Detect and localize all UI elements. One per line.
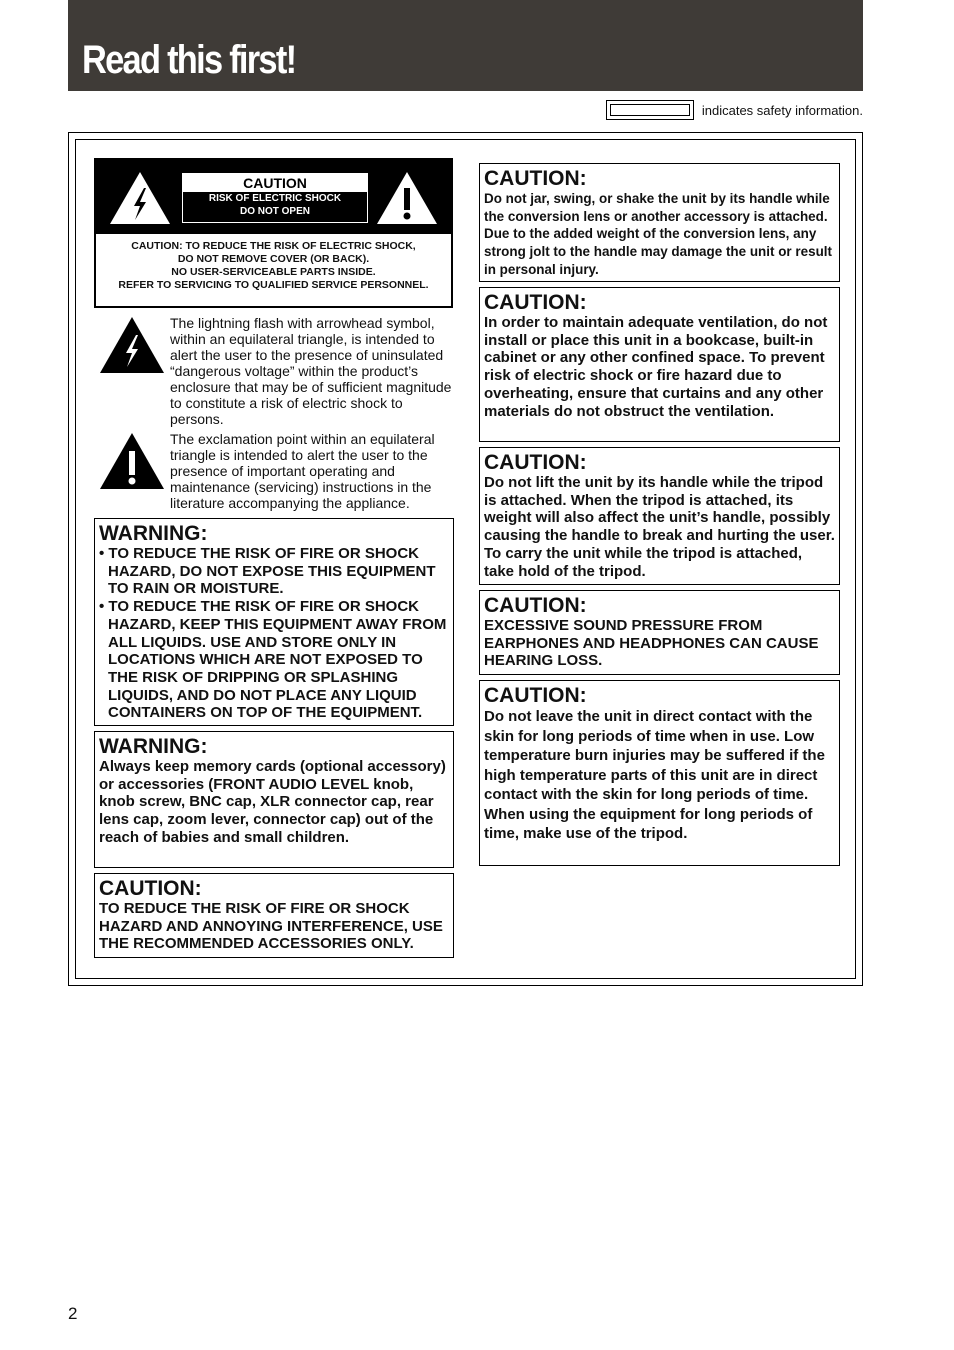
- lightning-symbol-explanation: [96, 315, 456, 427]
- warning-heading: WARNING:: [99, 522, 208, 545]
- lightning-triangle-icon: [108, 170, 172, 226]
- page-number: 2: [68, 1304, 78, 1323]
- caution-text: Do not leave the unit in direct contact with the skin for long periods of time when in use. Low temperature burn injuries may be suffered if the high temperature parts of this unit are in direct contact with the skin for long periods of time.: [484, 708, 825, 803]
- safety-legend-text: indicates safety information.: [701, 102, 863, 118]
- page-title: Read this first!: [82, 38, 296, 82]
- page-header: [68, 0, 863, 91]
- caution-heading: CAUTION:: [484, 167, 587, 190]
- caution-box-hearing: [479, 590, 840, 675]
- exclamation-triangle-icon: [98, 431, 166, 491]
- warning-heading: WARNING:: [99, 735, 208, 758]
- caution-label-line: NO USER-SERVICEABLE PARTS INSIDE.: [171, 266, 376, 278]
- caution-label: [94, 158, 453, 308]
- caution-text: In order to maintain adequate ventilation, do not install or place this unit in a bookcase, built-in cabinet or any other confined space. To prevent risk of electric shock or fire hazard due to overheating, ensure that curtains and any other materials do not obstruct the ventilation.: [484, 314, 828, 420]
- caution-heading: CAUTION:: [484, 684, 587, 707]
- warning-box-moisture: [94, 518, 454, 726]
- caution-label-risk: RISK OF ELECTRIC SHOCK: [208, 193, 342, 204]
- caution-box-burn: [479, 680, 840, 866]
- caution-label-line: REFER TO SERVICING TO QUALIFIED SERVICE PERSONNEL.: [118, 279, 429, 291]
- safety-legend-box: [606, 100, 694, 120]
- caution-box-accessories: [94, 873, 454, 958]
- exclamation-symbol-text: The exclamation point within an equilateral triangle is intended to alert the user to the presence of important operating and maintenance (servicing) instructions in the literature accompanying the appliance.: [170, 431, 435, 511]
- caution-box-tripod: [479, 447, 840, 585]
- lightning-triangle-icon: [98, 315, 166, 375]
- caution-label-line: DO NOT REMOVE COVER (OR BACK).: [177, 253, 370, 265]
- warning-item: • TO REDUCE THE RISK OF FIRE OR SHOCK HAZARD, DO NOT EXPOSE THIS EQUIPMENT TO RAIN OR MOISTURE.: [99, 545, 449, 598]
- safety-legend: [606, 97, 863, 123]
- caution-label-line: CAUTION: TO REDUCE THE RISK OF ELECTRIC SHOCK,: [131, 240, 416, 252]
- caution-text: Do not jar, swing, or shake the unit by its handle while the conversion lens or another accessory is attached. Due to the added weight of the conversion lens, any strong jolt to the handle may damage the unit or result in personal injury.: [484, 190, 832, 277]
- caution-label-title: CAUTION: [183, 174, 367, 192]
- caution-text: Do not lift the unit by its handle while the tripod is attached. When the tripod is attached, its weight will also affect the unit’s handle, possibly causing the handle to break and hurting the user. To carry the unit while the tripod is attached, take hold of the tripod.: [484, 474, 835, 580]
- caution-heading: CAUTION:: [484, 594, 587, 617]
- caution-text: TO REDUCE THE RISK OF FIRE OR SHOCK HAZARD AND ANNOYING INTERFERENCE, USE THE RECOMMENDED ACCESSORIES ONLY.: [99, 900, 443, 953]
- caution-box-handle: [479, 163, 840, 282]
- exclamation-triangle-icon: [375, 170, 439, 226]
- caution-label-banner: [96, 160, 451, 234]
- exclamation-symbol-explanation: [96, 431, 456, 511]
- caution-heading: CAUTION:: [99, 877, 202, 900]
- caution-label-text: [96, 240, 451, 292]
- caution-label-center: [182, 173, 368, 223]
- warning-box-small-parts: [94, 731, 454, 868]
- caution-label-do-not-open: DO NOT OPEN: [239, 206, 310, 217]
- caution-box-ventilation: [479, 287, 840, 442]
- caution-heading: CAUTION:: [484, 451, 587, 474]
- caution-text: EXCESSIVE SOUND PRESSURE FROM EARPHONES AND HEADPHONES CAN CAUSE HEARING LOSS.: [484, 617, 819, 670]
- warning-list: [99, 545, 449, 722]
- lightning-symbol-text: The lightning flash with arrowhead symbol, within an equilateral triangle, is intended to alert the user to the presence of uninsulated “dangerous voltage” within the product’s enclosure that may be of sufficient magnitude to constitute a risk of electric shock to persons.: [170, 315, 452, 427]
- warning-text: Always keep memory cards (optional accessory) or accessories (FRONT AUDIO LEVEL knob, knob screw, BNC cap, XLR connector cap, rear lens cap, zoom lever, connector cap) out of the reach of babies and small children.: [99, 758, 446, 846]
- caution-text: When using the equipment for long periods of time, make use of the tripod.: [484, 805, 813, 842]
- warning-item: • TO REDUCE THE RISK OF FIRE OR SHOCK HAZARD, KEEP THIS EQUIPMENT AWAY FROM ALL LIQUIDS. USE AND STORE ONLY IN LOCATIONS WHICH ARE NOT EXPOSED TO THE RISK OF DRIPPING OR SPLASHING LIQUIDS, AND DO NOT PLACE ANY LIQUID CONTAINERS ON TOP OF THE EQUIPMENT.: [99, 598, 449, 722]
- caution-heading: CAUTION:: [484, 291, 587, 314]
